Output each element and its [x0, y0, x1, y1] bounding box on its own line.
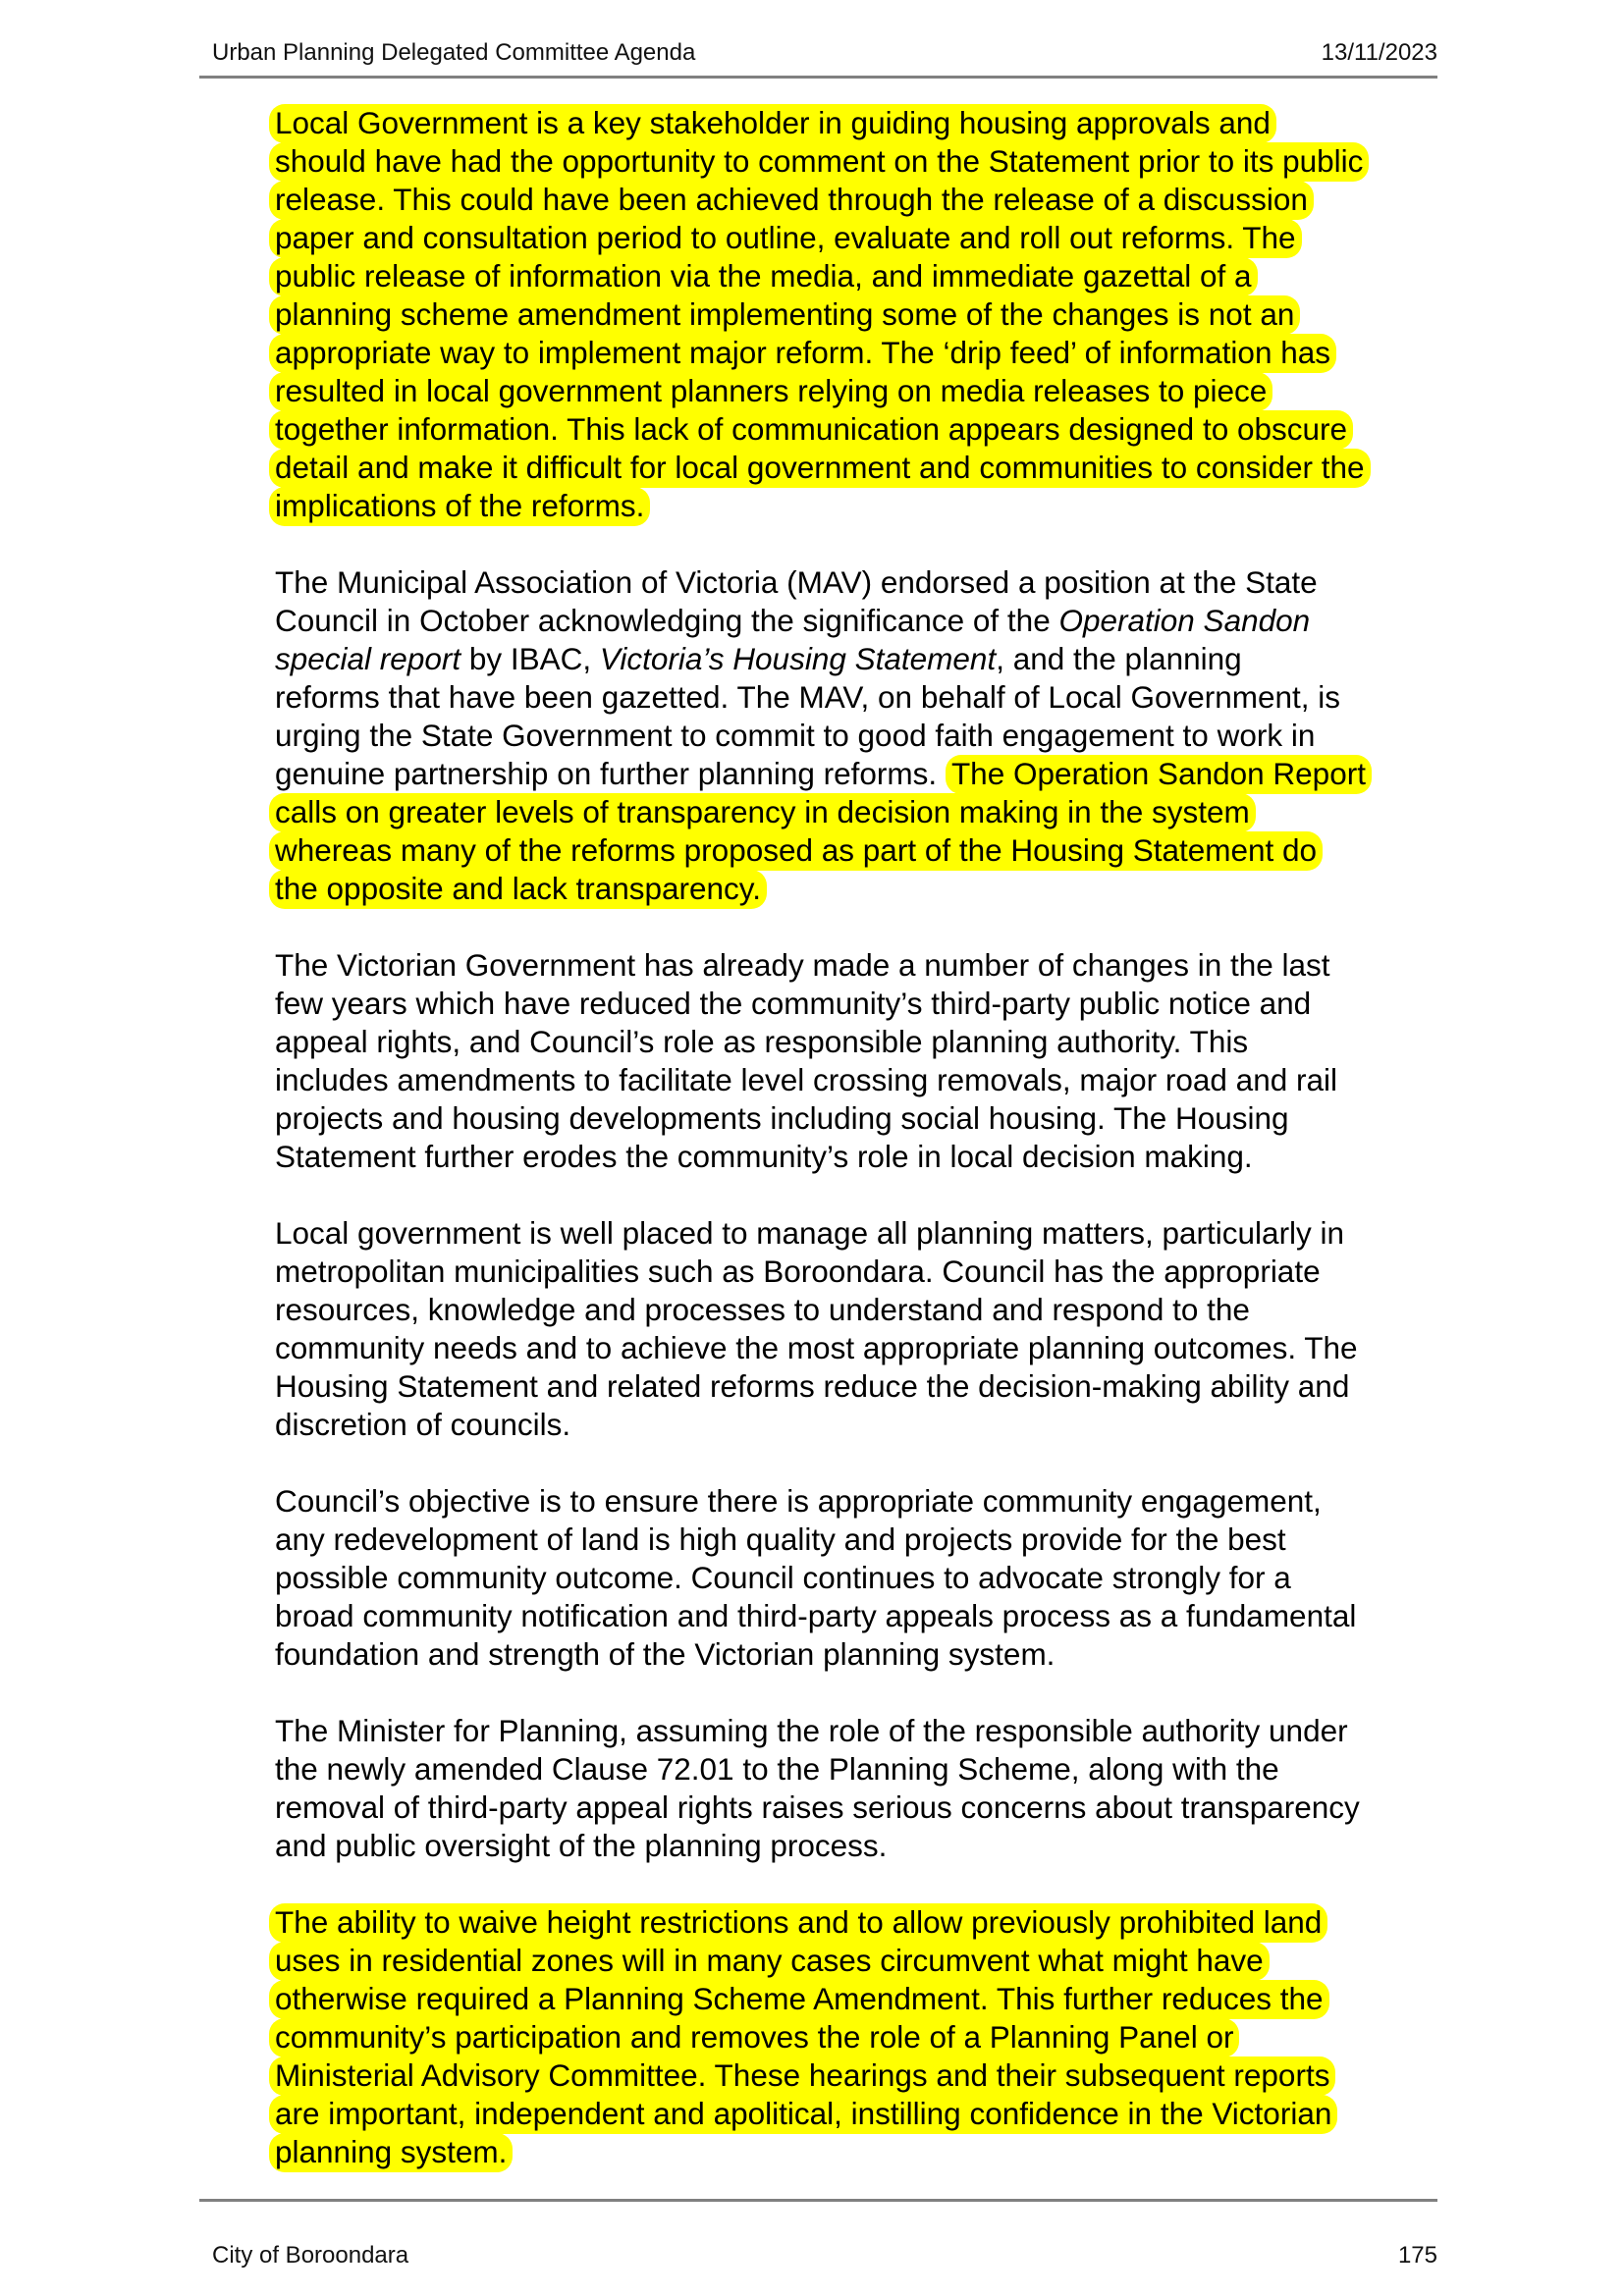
body-text: possible community outcome. Council continues to advocate strongly for a	[275, 1560, 1291, 1595]
body-text: few years which have reduced the community’s third-party public notice and	[275, 986, 1312, 1021]
highlighted-text: implications of the reforms.	[269, 487, 650, 526]
highlighted-text: otherwise required a Planning Scheme Amendment. This further reduces the	[269, 1980, 1329, 2019]
body-text: metropolitan municipalities such as Boroondara. Council has the appropriate	[275, 1254, 1321, 1289]
italic-title: Operation Sandon	[1058, 603, 1311, 638]
highlighted-text: the opposite and lack transparency.	[269, 870, 767, 909]
body-text: the newly amended Clause 72.01 to the Planning Scheme, along with the	[275, 1751, 1279, 1787]
highlighted-text: planning system.	[269, 2133, 513, 2172]
italic-title: Victoria’s Housing Statement	[599, 641, 997, 676]
organisation-name: City of Boroondara	[212, 2242, 409, 2269]
body-text: foundation and strength of the Victorian planning system.	[275, 1636, 1056, 1672]
paragraph-minister	[275, 1712, 1453, 1865]
italic-title: special report	[275, 641, 461, 676]
paragraph-stakeholder	[275, 104, 1453, 525]
paragraph-victorian-government	[275, 946, 1453, 1176]
highlighted-text: public release of information via the media, and immediate gazettal of a	[269, 257, 1258, 296]
body-text: broad community notification and third-party appeals process as a fundamental	[275, 1598, 1357, 1633]
body-text: any redevelopment of land is high quality and projects provide for the best	[275, 1522, 1286, 1557]
body-text: The Victorian Government has already made a number of changes in the last	[275, 947, 1330, 983]
page-number: 175	[1397, 2242, 1437, 2269]
highlighted-text: calls on greater levels of transparency in decision making in the system	[269, 793, 1256, 832]
highlighted-text: Ministerial Advisory Committee. These hearings and their subsequent reports	[269, 2056, 1335, 2096]
paragraph-council-objective	[275, 1482, 1453, 1674]
body-text: community needs and to achieve the most appropriate planning outcomes. The	[275, 1330, 1358, 1365]
highlighted-text: community’s participation and removes the role of a Planning Panel or	[269, 2018, 1239, 2057]
body-text: urging the State Government to commit to good faith engagement to work in	[275, 718, 1316, 753]
highlighted-text: release. This could have been achieved through the release of a discussion	[269, 181, 1314, 220]
body-text: projects and housing developments including social housing. The Housing	[275, 1100, 1289, 1136]
highlighted-text: The ability to waive height restrictions and to allow previously prohibited land	[269, 1903, 1327, 1943]
paragraph-local-government	[275, 1214, 1453, 1444]
highlighted-text: detail and make it difficult for local government and communities to consider the	[269, 449, 1371, 488]
highlighted-text: are important, independent and apolitical, instilling confidence in the Victorian	[269, 2095, 1337, 2134]
body-text: Housing Statement and related reforms reduce the decision-making ability and	[275, 1368, 1350, 1404]
page-header	[212, 39, 1437, 67]
paragraph-height-restrictions	[275, 1903, 1453, 2171]
body-text: resources, knowledge and processes to understand and respond to the	[275, 1292, 1250, 1327]
body-text: genuine partnership on further planning reforms.	[275, 756, 938, 791]
body-text: The Minister for Planning, assuming the role of the responsible authority under	[275, 1713, 1348, 1748]
document-date: 13/11/2023	[1321, 39, 1437, 66]
highlighted-text: uses in residential zones will in many cases circumvent what might have	[269, 1942, 1270, 1981]
highlighted-text: The Operation Sandon Report	[946, 755, 1372, 794]
highlighted-text: resulted in local government planners relying on media releases to piece	[269, 372, 1272, 411]
header-rule	[199, 76, 1437, 79]
document-body	[275, 104, 1453, 2210]
body-text: Council’s objective is to ensure there is appropriate community engagement,	[275, 1483, 1322, 1519]
highlighted-text: whereas many of the reforms proposed as part of the Housing Statement do	[269, 831, 1323, 871]
highlighted-text: appropriate way to implement major reform. The ‘drip feed’ of information has	[269, 334, 1336, 373]
body-text: reforms that have been gazetted. The MAV, on behalf of Local Government, is	[275, 679, 1341, 715]
body-text: The Municipal Association of Victoria (MAV) endorsed a position at the State	[275, 564, 1318, 600]
footer-rule	[199, 2199, 1437, 2202]
highlighted-text: paper and consultation period to outline, evaluate and roll out reforms. The	[269, 219, 1302, 258]
highlighted-text: planning scheme amendment implementing some of the changes is not an	[269, 295, 1300, 335]
body-text: by IBAC,	[460, 641, 600, 676]
body-text: Statement further erodes the community’s role in local decision making.	[275, 1139, 1253, 1174]
body-text: discretion of councils.	[275, 1407, 571, 1442]
page-footer	[212, 2242, 1437, 2269]
body-text: Local government is well placed to manage all planning matters, particularly in	[275, 1215, 1345, 1251]
highlighted-text: together information. This lack of communication appears designed to obscure	[269, 410, 1353, 450]
body-text: , and the planning	[996, 641, 1242, 676]
highlighted-text: should have had the opportunity to comment on the Statement prior to its public	[269, 142, 1369, 182]
body-text: includes amendments to facilitate level crossing removals, major road and rail	[275, 1062, 1337, 1097]
body-text: removal of third-party appeal rights raises serious concerns about transparency	[275, 1789, 1360, 1825]
body-text: Council in October acknowledging the significance of the	[275, 603, 1059, 638]
document-title: Urban Planning Delegated Committee Agenda	[212, 39, 696, 66]
paragraph-mav	[275, 563, 1453, 908]
body-text: appeal rights, and Council’s role as responsible planning authority. This	[275, 1024, 1249, 1059]
highlighted-text: Local Government is a key stakeholder in guiding housing approvals and	[269, 104, 1276, 143]
body-text: and public oversight of the planning process.	[275, 1828, 888, 1863]
